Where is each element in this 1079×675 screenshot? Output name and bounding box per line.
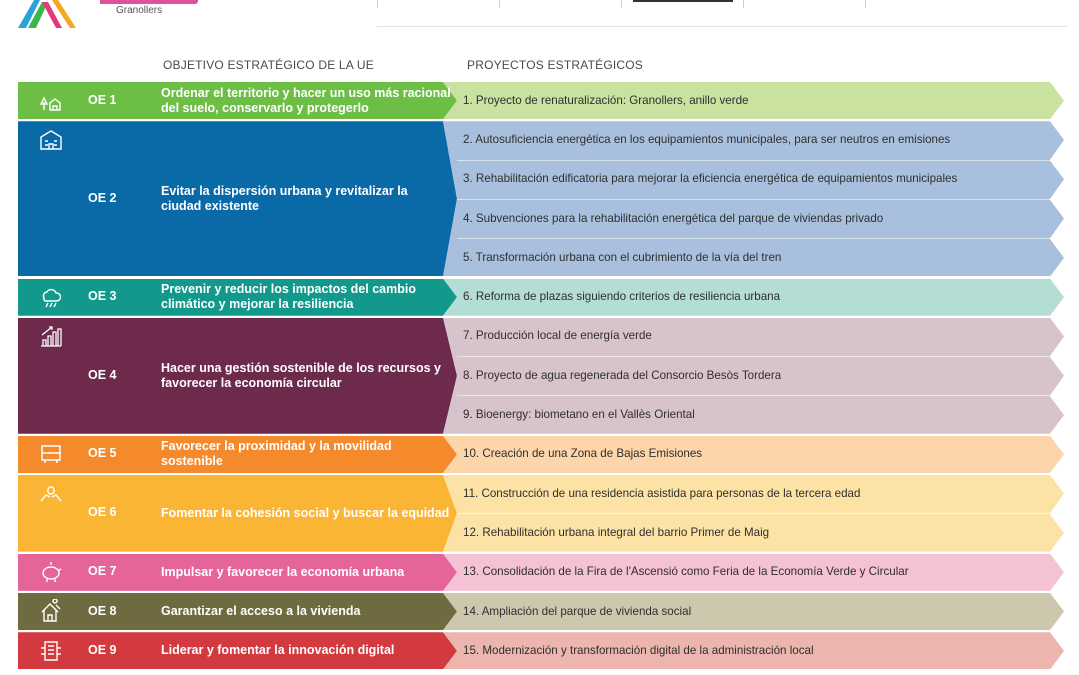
objective-icon-box bbox=[18, 554, 68, 591]
storm-cloud-icon bbox=[38, 284, 64, 310]
project-item: 13. Consolidación de la Fira de l'Ascensió como Feria de la Economía Verde y Circular bbox=[463, 565, 909, 579]
objective-title: Evitar la dispersión urbana y revitalizar la ciudad existente bbox=[161, 183, 408, 213]
project-divider bbox=[457, 513, 1050, 514]
objective-column-header: OBJETIVO ESTRATÉGICO DE LA UE bbox=[163, 58, 374, 72]
logo-subtitle: Granollers bbox=[116, 5, 163, 16]
objective-code: OE 6 bbox=[88, 505, 117, 520]
project-divider bbox=[457, 199, 1050, 200]
bus-icon bbox=[38, 441, 64, 467]
project-item: 9. Bioenergy: biometano en el Vallès Oriental bbox=[463, 408, 695, 422]
project-item: 15. Modernización y transformación digital de la administración local bbox=[463, 643, 814, 657]
objective-icon-box bbox=[18, 593, 68, 630]
project-item: 10. Creación de una Zona de Bajas Emisiones bbox=[463, 447, 703, 461]
project-divider bbox=[457, 395, 1050, 396]
objective-icon-box bbox=[18, 121, 68, 158]
objective-code: OE 7 bbox=[88, 564, 117, 579]
objective-icon-box bbox=[18, 279, 68, 316]
objective-title: Favorecer la proximidad y la movilidad sostenible bbox=[161, 439, 392, 469]
objective-code: OE 5 bbox=[88, 446, 117, 461]
objective-code: OE 1 bbox=[88, 92, 117, 107]
objective-title: Ordenar el territorio y hacer un uso más racional del suelo, conservarlo y protegerlo bbox=[161, 85, 451, 115]
project-divider bbox=[457, 356, 1050, 357]
project-item: 14. Ampliación del parque de vivienda social bbox=[463, 604, 692, 618]
objective-code: OE 8 bbox=[88, 603, 117, 618]
projects-column-header: PROYECTOS ESTRATÉGICOS bbox=[467, 58, 643, 72]
project-item: 11. Construcción de una residencia asistida para personas de la tercera edad bbox=[463, 486, 861, 500]
buildings-icon bbox=[38, 127, 64, 153]
objective-title: Fomentar la cohesión social y buscar la equidad bbox=[161, 505, 450, 520]
project-item: 4. Subvenciones para la rehabilitación energética del parque de viviendas privado bbox=[463, 211, 884, 225]
objective-icon-box bbox=[18, 632, 68, 669]
hands-icon bbox=[38, 481, 64, 507]
house-key-icon bbox=[38, 599, 64, 625]
objective-icon-box bbox=[18, 318, 68, 355]
objective-title: Impulsar y favorecer la economía urbana bbox=[161, 564, 405, 579]
objective-code: OE 3 bbox=[88, 289, 117, 304]
objective-code: OE 4 bbox=[88, 367, 117, 382]
digital-device-icon bbox=[38, 638, 64, 664]
objective-code: OE 2 bbox=[88, 190, 117, 205]
project-divider bbox=[457, 238, 1050, 239]
project-item: 5. Transformación urbana con el cubrimiento de la vía del tren bbox=[463, 250, 782, 264]
project-item: 2. Autosuficiencia energética en los equipamientos municipales, para ser neutros en emisiones bbox=[463, 132, 951, 146]
project-divider bbox=[457, 160, 1050, 161]
project-item: 6. Reforma de plazas siguiendo criterios de resiliencia urbana bbox=[463, 290, 781, 304]
project-item: 3. Rehabilitación edificatoria para mejorar la eficiencia energética de equipamientos municipales bbox=[463, 172, 958, 186]
piggy-bank-icon bbox=[38, 559, 64, 585]
project-item: 12. Rehabilitación urbana integral del barrio Primer de Maig bbox=[463, 525, 770, 539]
objective-title: Liderar y fomentar la innovación digital bbox=[161, 643, 395, 658]
project-item: 8. Proyecto de agua regenerada del Consorcio Besòs Tordera bbox=[463, 368, 782, 382]
objective-title: Hacer una gestión sostenible de los recursos y favorecer la economía circular bbox=[161, 360, 441, 390]
objective-icon-box bbox=[18, 475, 68, 512]
growth-chart-icon bbox=[38, 323, 64, 349]
objective-title: Garantizar el acceso a la vivienda bbox=[161, 604, 361, 619]
objective-code: OE 9 bbox=[88, 642, 117, 657]
objective-icon-box bbox=[18, 82, 68, 119]
tree-house-icon bbox=[38, 88, 64, 114]
project-item: 1. Proyecto de renaturalización: Granollers, anillo verde bbox=[463, 93, 749, 107]
objective-title: Prevenir y reducir los impactos del cambio climático y mejorar la resiliencia bbox=[161, 282, 416, 312]
project-item: 7. Producción local de energía verde bbox=[463, 329, 652, 343]
objective-icon-box bbox=[18, 436, 68, 473]
